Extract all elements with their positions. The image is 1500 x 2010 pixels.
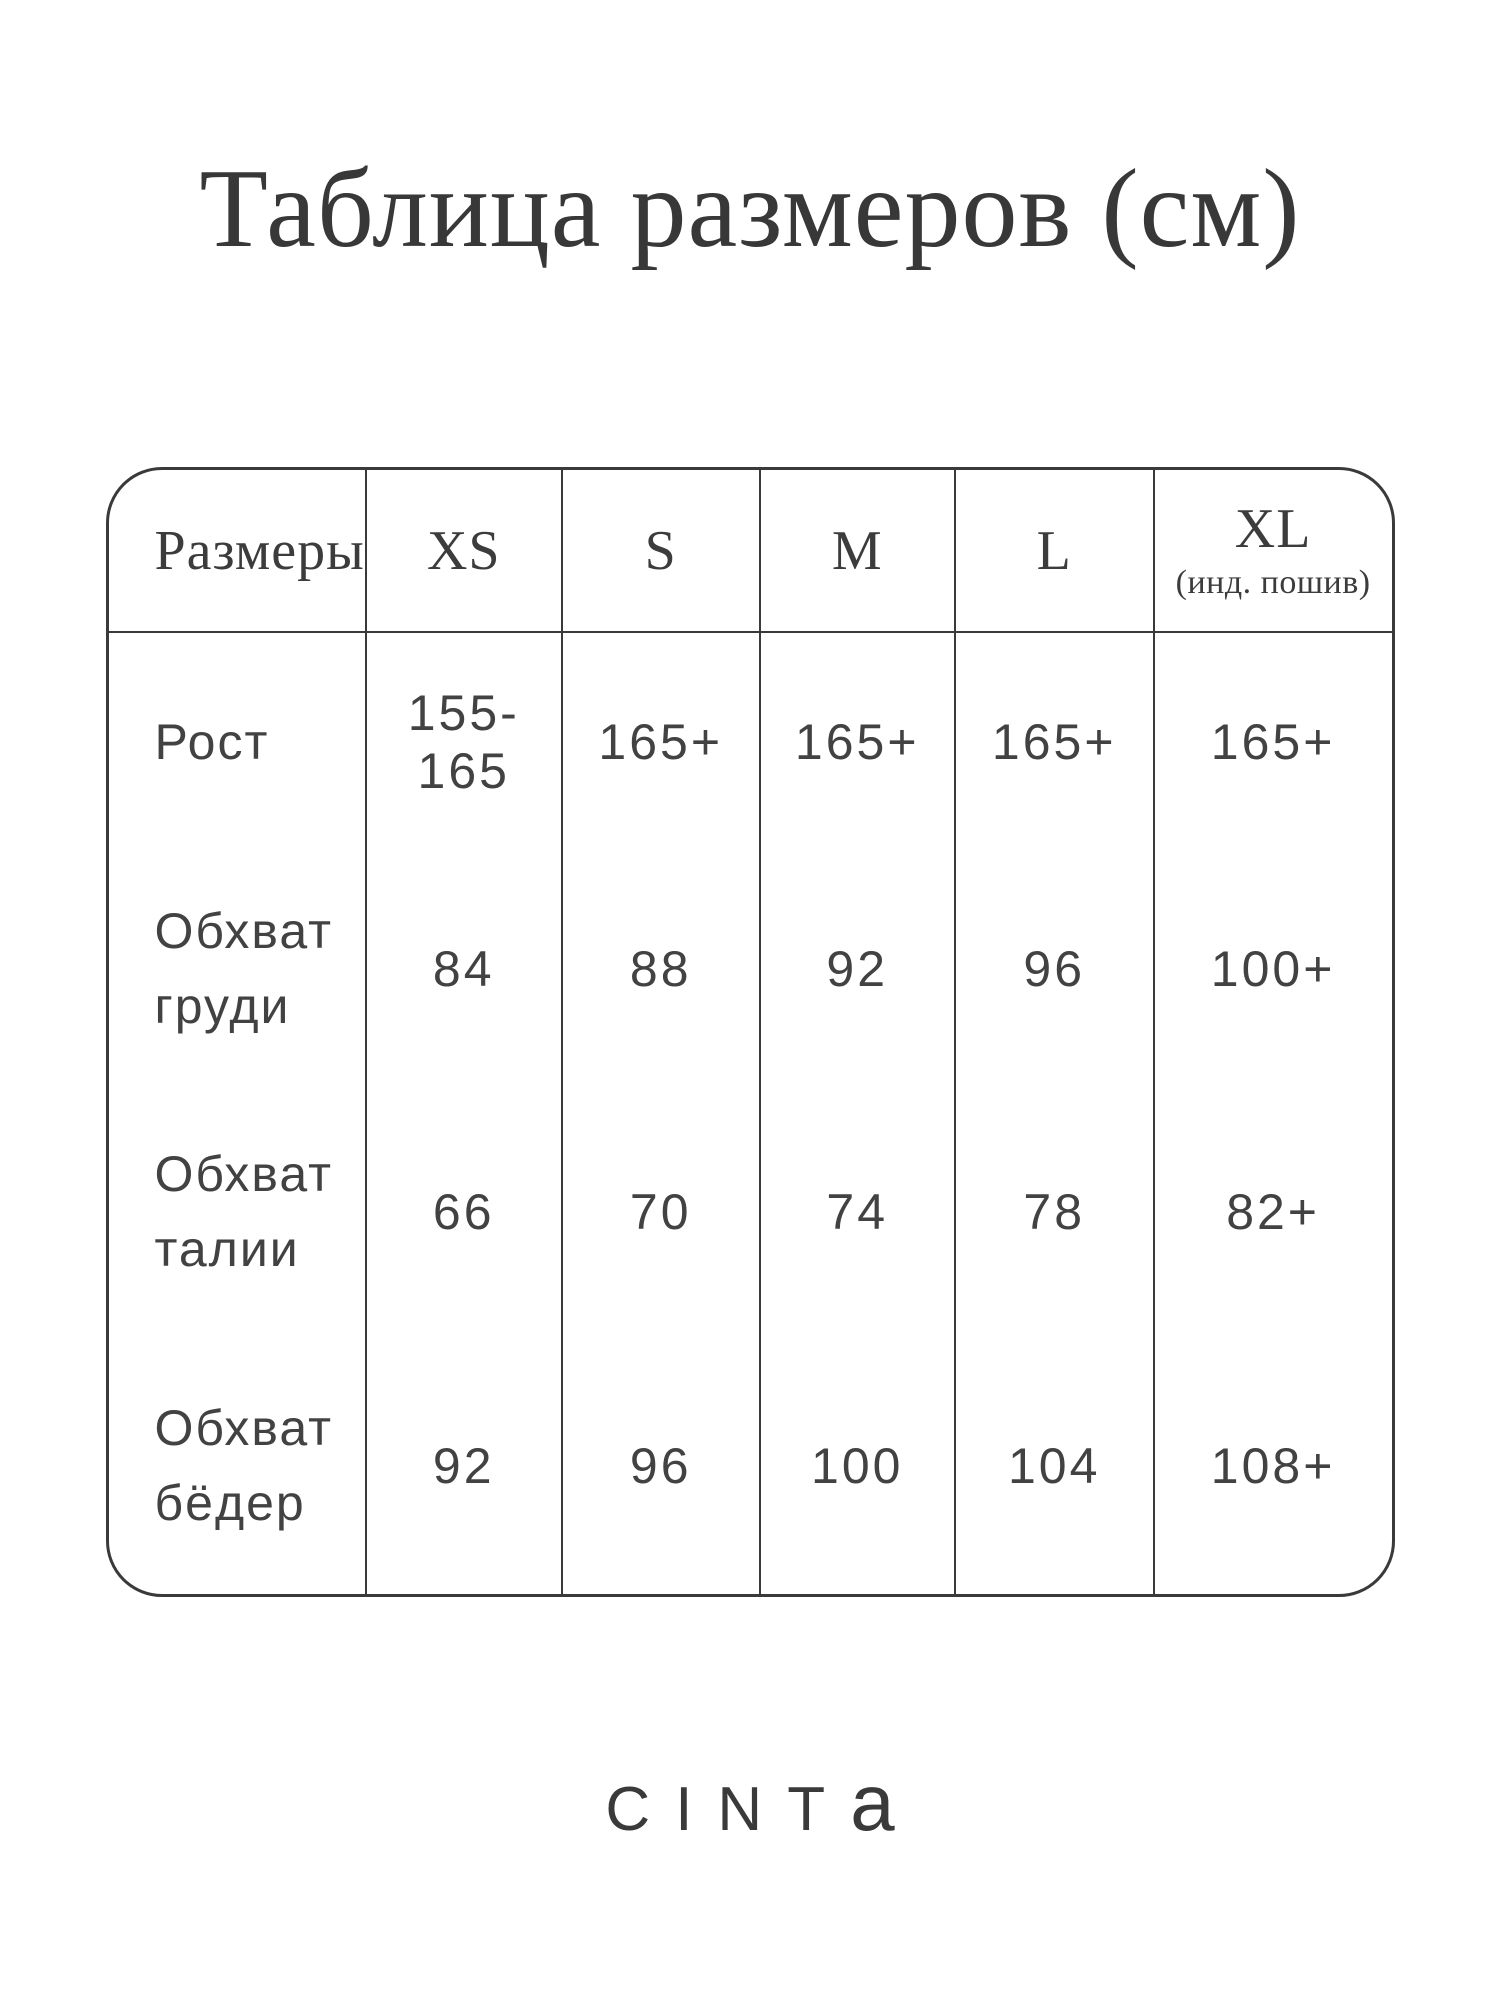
height-xs: 155-165 <box>365 633 561 851</box>
hips-m: 100 <box>759 1337 954 1594</box>
row-height-label: Рост <box>154 713 270 770</box>
brand-logo-prefix: CINT <box>605 1775 851 1845</box>
waist-l: 78 <box>954 1087 1153 1337</box>
hips-xs: 92 <box>365 1337 561 1594</box>
waist-m: 74 <box>759 1087 954 1337</box>
row-waist-label: Обхват талии <box>154 1146 333 1278</box>
height-s: 165+ <box>561 633 759 851</box>
size-table <box>106 467 1395 1597</box>
row-hips-label: Обхват бёдер <box>154 1399 333 1531</box>
hips-s: 96 <box>561 1337 759 1594</box>
header-size-xl <box>1153 470 1392 633</box>
height-xl: 165+ <box>1153 633 1392 851</box>
waist-s: 70 <box>561 1087 759 1337</box>
height-l: 165+ <box>954 633 1153 851</box>
header-size-xl-note: (инд. пошив) <box>1175 564 1371 602</box>
chest-xl: 100+ <box>1153 851 1392 1087</box>
chest-s: 88 <box>561 851 759 1087</box>
header-size-s: S <box>561 470 759 633</box>
header-sizes-label: Размеры <box>109 470 365 633</box>
header-size-xs: XS <box>365 470 561 633</box>
waist-xl: 82+ <box>1153 1087 1392 1337</box>
brand-logo <box>0 1758 1500 1848</box>
waist-xs: 66 <box>365 1087 561 1337</box>
header-size-l: L <box>954 470 1153 633</box>
header-size-m: M <box>759 470 954 633</box>
header-size-xl-label: XL <box>1234 498 1312 561</box>
brand-logo-last-letter: a <box>850 1758 895 1848</box>
row-chest-label: Обхват груди <box>154 903 333 1035</box>
hips-xl: 108+ <box>1153 1337 1392 1594</box>
page-title: Таблица размеров (см) <box>199 147 1301 271</box>
chest-xs: 84 <box>365 851 561 1087</box>
chest-m: 92 <box>759 851 954 1087</box>
hips-l: 104 <box>954 1337 1153 1594</box>
chest-l: 96 <box>954 851 1153 1087</box>
height-m: 165+ <box>759 633 954 851</box>
